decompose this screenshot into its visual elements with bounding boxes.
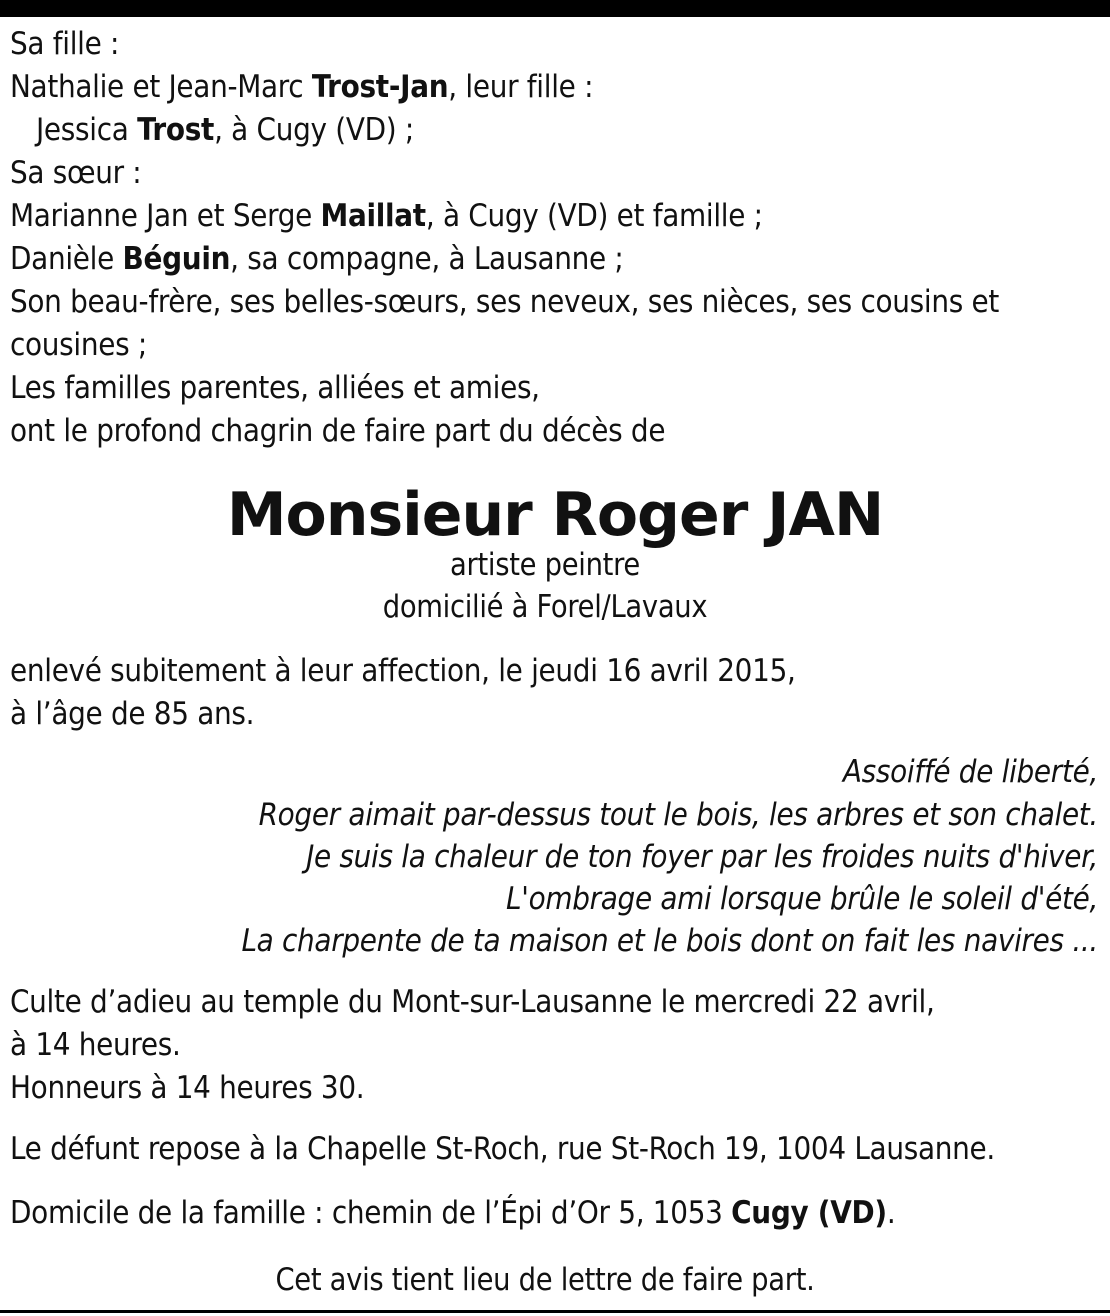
family-line-1: Sa fille : (10, 26, 120, 62)
poem-line-5: La charpente de ta maison et le bois dont on fait les navires ... (241, 923, 1098, 959)
poem-line-4: L'ombrage ami lorsque brûle le soleil d'été, (505, 881, 1098, 917)
poem-line-2: Roger aimait par-dessus tout le bois, les arbres et son chalet. (258, 797, 1098, 833)
family-line-8: cousines ; (10, 327, 147, 363)
deceased-residence: domicilié à Forel/Lavaux (382, 589, 708, 625)
top-border-rule (0, 0, 1110, 17)
service-line-2: à 14 heures. (10, 1027, 181, 1063)
bottom-border-rule (0, 1310, 1110, 1313)
family-domicile-line: Domicile de la famille : chemin de l’Épi d’Or 5, 1053 Cugy (VD). (10, 1195, 896, 1231)
family-name-beguin: Béguin (122, 241, 231, 277)
family-line-9: Les familles parentes, alliées et amies, (10, 370, 540, 406)
family-line-3: Jessica Trost, à Cugy (VD) ; (36, 112, 415, 148)
family-name-trost-jan: Trost-Jan (311, 69, 449, 105)
service-line-3: Honneurs à 14 heures 30. (10, 1070, 365, 1106)
family-line-10: ont le profond chagrin de faire part du décès de (10, 413, 666, 449)
domicile-town: Cugy (VD) (731, 1195, 887, 1231)
notice-line: Cet avis tient lieu de lettre de faire part. (275, 1262, 815, 1298)
poem-line-1: Assoiffé de liberté, (842, 754, 1098, 790)
death-line-1: enlevé subitement à leur affection, le jeudi 16 avril 2015, (10, 653, 796, 689)
family-line-6: Danièle Béguin, sa compagne, à Lausanne ; (10, 241, 624, 277)
deceased-profession: artiste peintre (450, 547, 640, 583)
poem-line-3: Je suis la chaleur de ton foyer par les froides nuits d'hiver, (306, 839, 1098, 875)
family-line-5: Marianne Jan et Serge Maillat, à Cugy (VD) et famille ; (10, 198, 763, 234)
death-line-2: à l’âge de 85 ans. (10, 696, 255, 732)
rest-place-line: Le défunt repose à la Chapelle St-Roch, rue St-Roch 19, 1004 Lausanne. (10, 1131, 995, 1167)
family-line-7: Son beau-frère, ses belles-sœurs, ses neveux, ses nièces, ses cousins et (10, 284, 999, 320)
family-line-4: Sa sœur : (10, 155, 142, 191)
family-line-2: Nathalie et Jean-Marc Trost-Jan, leur fille : (10, 69, 594, 105)
family-name-maillat: Maillat (320, 198, 426, 234)
deceased-name: Monsieur Roger JAN (226, 480, 884, 550)
family-name-trost: Trost (137, 112, 215, 148)
service-line-1: Culte d’adieu au temple du Mont-sur-Lausanne le mercredi 22 avril, (10, 984, 935, 1020)
